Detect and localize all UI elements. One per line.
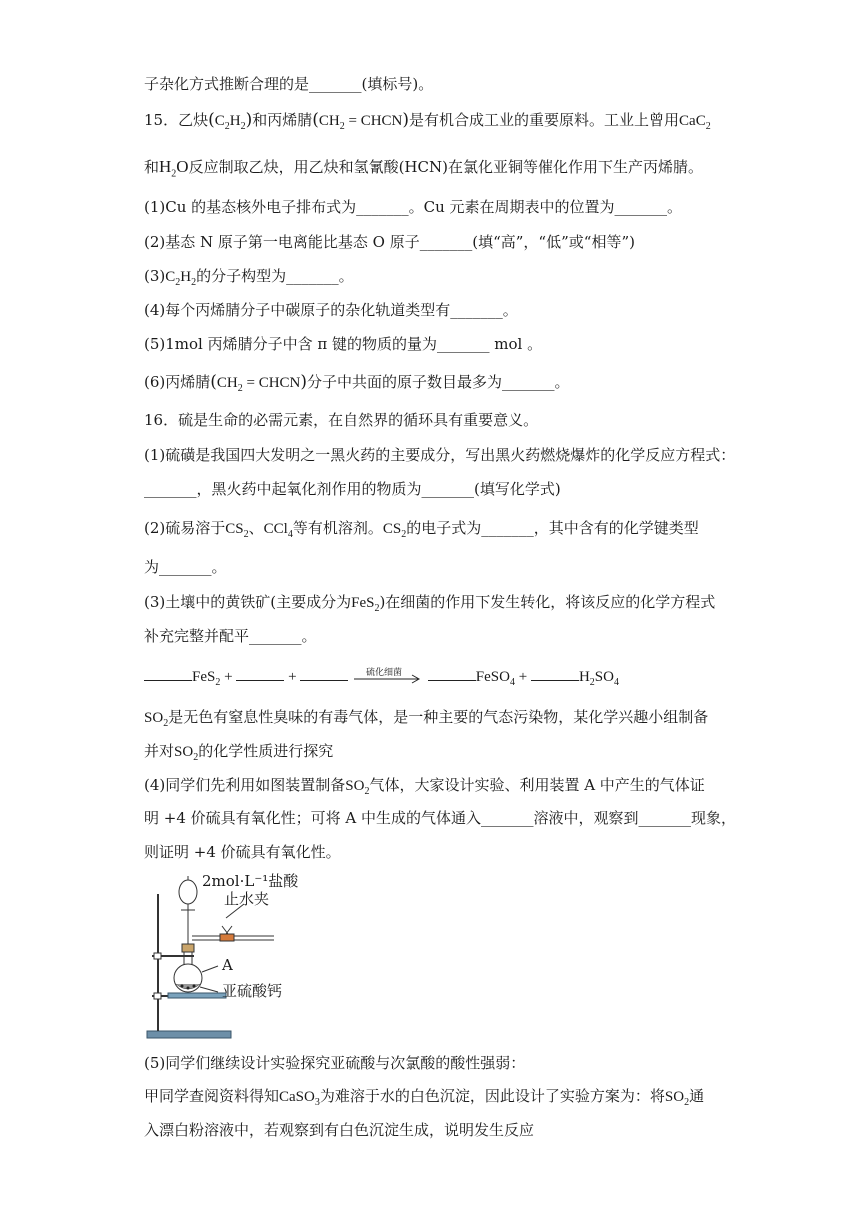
formula-so2: $SO_2$ xyxy=(144,710,169,729)
formula-so2: $SO_2$ xyxy=(345,778,370,797)
answer-blank xyxy=(300,666,348,681)
line-text: (2)基态 N 原子第一电离能比基态 O 原子_______(填“高”，“低”或“相等”) xyxy=(144,233,635,251)
answer-blank xyxy=(428,666,476,681)
line-text: 的电子式为_______，其中含有的化学键类型 xyxy=(406,519,699,537)
apparatus-figure xyxy=(144,866,324,1046)
question-16-part-2 xyxy=(144,518,699,545)
line-text: _______，黑火药中起氧化剂作用的物质为_______(填写化学式) xyxy=(144,480,561,498)
line-text: 子杂化方式推断合理的是_______(填标号)。 xyxy=(144,75,434,93)
line-text: 和 xyxy=(144,158,160,176)
reaction-arrow xyxy=(352,668,424,688)
line-text: (2)硫易溶于 xyxy=(144,519,226,537)
arrow-condition-label: 硫化细菌 xyxy=(366,667,403,678)
line-text: (6)丙烯腈 xyxy=(144,373,211,391)
line-text: 的化学性质进行探究 xyxy=(198,742,334,760)
line-text: 分子中共面的原子数目最多为_______。 xyxy=(307,373,570,391)
formula-h2so4: $H_2SO_4$ xyxy=(578,669,619,688)
formula-feso4: FeSO$_4$ xyxy=(475,669,515,688)
text-line xyxy=(144,741,333,768)
question-16-part-3 xyxy=(144,592,715,619)
line-text: 甲同学查阅资料得知 xyxy=(144,1087,280,1105)
line-text: 的分子构型为_______。 xyxy=(196,267,354,285)
question-16-part-1 xyxy=(144,445,735,465)
text-line xyxy=(144,1120,534,1140)
line-text: (1)Cu 的基态核外电子排布式为_______。Cu 元素在周期表中的位置为_______。 xyxy=(144,198,683,216)
label-calcium-sulfite: 亚硫酸钙 xyxy=(222,982,283,1000)
answer-blank xyxy=(531,666,579,681)
line-text: 反应制取乙炔，用乙炔和氢氰酸(HCN)在氯化亚铜等催化作用下生产丙烯腈。 xyxy=(188,158,703,176)
question-15-part-3 xyxy=(144,266,354,293)
line-text: 通 xyxy=(689,1087,705,1105)
formula-cs2: $CS_2$ xyxy=(225,521,249,540)
label-flask-a: A xyxy=(222,956,233,974)
line-text: 、 xyxy=(248,519,264,537)
question-15-part-6: (6)丙烯腈($CH_2$ = CHCN)分子中共面的原子数目最多为_______。 xyxy=(144,372,570,394)
question-15-part-1 xyxy=(144,197,682,217)
line-text: 是无色有窒息性臭味的有毒气体，是一种主要的气态污染物，某化学兴趣小组制备 xyxy=(168,708,709,726)
line-text: (3) xyxy=(144,267,166,285)
formula-h2o: $H_2O$ xyxy=(159,157,189,180)
reaction-equation: FeS$_2$ + + 硫化细菌 FeSO$_4$ + $H_2SO_4$ xyxy=(144,666,619,693)
answer-blank xyxy=(236,666,284,681)
question-15-part-4 xyxy=(144,300,518,320)
line-text: 为_______。 xyxy=(144,558,227,576)
question-15-header: 15．乙炔$(C_2H_2)$和丙烯腈($CH_2$ = CHCN)是有机合成工业的重要原料。工业上曾用CaC$_2$ xyxy=(144,110,711,132)
line-text: 是有机合成工业的重要原料。工业上曾用 xyxy=(409,111,680,129)
question-15-part-5 xyxy=(144,334,542,354)
line-text: 等有机溶剂。 xyxy=(292,519,383,537)
formula-ccl4: CCl$_4$ xyxy=(263,521,293,540)
line-text: 则证明 +4 价硫具有氧化性。 xyxy=(144,843,341,861)
line-text: 和丙烯腈 xyxy=(252,111,313,129)
text-line xyxy=(144,1086,704,1113)
text-line xyxy=(144,157,703,184)
line-text: (4)同学们先利用如图装置制备 xyxy=(144,776,346,794)
text-line xyxy=(144,74,433,94)
text-line xyxy=(144,808,736,828)
text-line xyxy=(144,626,317,646)
formula-acrylonitrile: $CH_2$ = CHCN xyxy=(216,375,301,394)
text-line xyxy=(144,479,561,499)
line-text: (3)土壤中的黄铁矿(主要成分为 xyxy=(144,593,352,611)
formula-so2: $SO_2$ xyxy=(174,744,199,763)
label-stop-clamp: 止水夹 xyxy=(224,890,270,908)
formula-fes2: FeS$_2$ xyxy=(351,595,380,614)
line-text: )在细菌的作用下发生转化，将该反应的化学方程式 xyxy=(379,593,716,611)
text-line xyxy=(144,842,341,862)
line-text: 为难溶于水的白色沉淀，因此设计了实验方案为：将 xyxy=(319,1087,665,1105)
line-text: 补充完整并配平_______。 xyxy=(144,627,317,645)
answer-blank xyxy=(144,666,192,681)
line-text: (4)每个丙烯腈分子中碳原子的杂化轨道类型有_______。 xyxy=(144,301,518,319)
formula-caso3: CaSO$_3$ xyxy=(279,1089,320,1108)
question-16-header xyxy=(144,410,538,430)
text-line xyxy=(144,557,227,577)
line-text: 并对 xyxy=(144,742,175,760)
question-16-part-4 xyxy=(144,775,705,802)
formula-c2h2: $C_2H_2$ xyxy=(214,113,246,132)
arrow-icon xyxy=(352,668,424,688)
line-text: 气体，大家设计实验、利用装置 A 中产生的气体证 xyxy=(369,776,705,794)
line-text: 明 +4 价硫具有氧化性；可将 A 中生成的气体通入_______溶液中，观察到_______现象， xyxy=(144,809,737,827)
formula-fes2: FeS$_2$ xyxy=(192,669,221,688)
formula-cs2: $CS_2$ xyxy=(382,521,407,540)
label-hydrochloric-acid: 2mol·L⁻¹盐酸 xyxy=(202,872,299,890)
line-text: 15．乙炔 xyxy=(144,111,209,129)
formula-c2h2: $C_2H_2$ xyxy=(165,269,197,288)
text-line xyxy=(144,707,708,734)
line-text: 16．硫是生命的必需元素，在自然界的循环具有重要意义。 xyxy=(144,411,539,429)
line-text: (5)同学们继续设计实验探究亚硫酸与次氯酸的酸性强弱： xyxy=(144,1054,526,1072)
question-16-part-5 xyxy=(144,1053,525,1073)
question-15-part-2 xyxy=(144,232,635,252)
line-text: 入漂白粉溶液中，若观察到有白色沉淀生成，说明发生反应 xyxy=(144,1121,535,1139)
line-text: (1)硫磺是我国四大发明之一黑火药的主要成分，写出黑火药燃烧爆炸的化学反应方程式： xyxy=(144,446,736,464)
formula-so2: $SO_2$ xyxy=(664,1089,690,1108)
formula-acrylonitrile: $CH_2$ = CHCN xyxy=(318,113,403,132)
formula-cac2: CaC$_2$ xyxy=(679,113,711,132)
line-text: (5)1mol 丙烯腈分子中含 π 键的物质的量为_______ mol 。 xyxy=(144,335,543,353)
